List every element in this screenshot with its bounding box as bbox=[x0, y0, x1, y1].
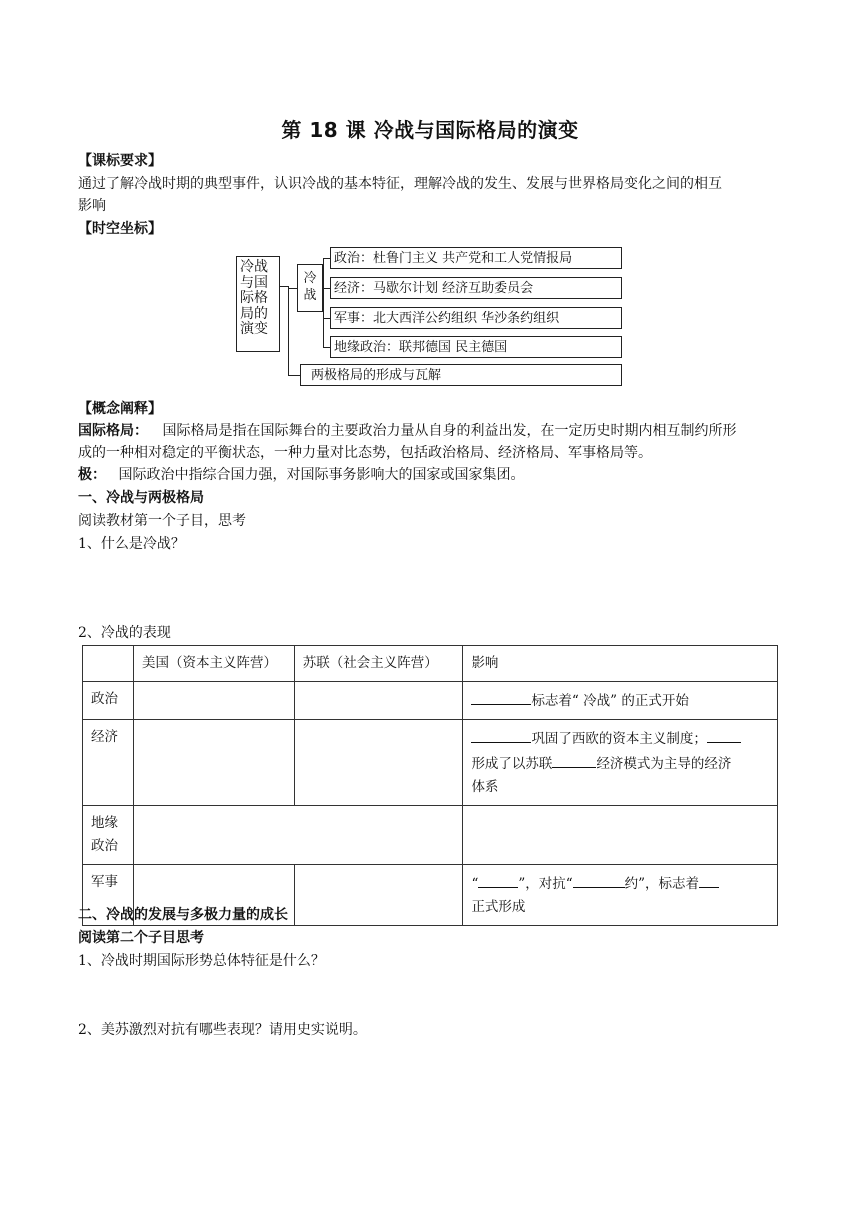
impact-cell bbox=[463, 720, 778, 806]
diagram-branch-geopolitics: 地缘政治：联邦德国 民主德国 bbox=[330, 336, 622, 358]
table-header-cell: 苏联（社会主义阵营） bbox=[294, 646, 463, 682]
table-row-geopolitics bbox=[83, 806, 778, 865]
root-line: 冷战 bbox=[240, 259, 268, 275]
impact-text: 体系 bbox=[471, 779, 499, 795]
cold-war-table bbox=[82, 645, 778, 926]
concept-def-line1: 国际格局是指在国际舞台的主要政治力量从自身的利益出发，在一定历史时期内相互制约所形 bbox=[162, 423, 737, 439]
fill-blank[interactable] bbox=[471, 726, 531, 743]
fill-blank[interactable] bbox=[552, 751, 596, 768]
concept-def-line2: 成的一种相对稳定的平衡状态，一种力量对比态势，包括政治格局、经济格局、军事格局等。 bbox=[78, 445, 652, 461]
row-label: 政治 bbox=[83, 682, 134, 720]
concept-term-international-pattern: 国际格局： bbox=[78, 423, 148, 439]
impact-cell[interactable] bbox=[463, 806, 778, 865]
diagram-bottom-box: 两极格局的形成与瓦解 bbox=[300, 364, 622, 386]
section1-intro: 阅读教材第一个子目，思考 bbox=[78, 513, 246, 529]
root-line: 与国 bbox=[240, 274, 268, 291]
answer-cell[interactable] bbox=[133, 682, 294, 720]
impact-text: 形成了以苏联 bbox=[471, 756, 553, 772]
section1-heading: 一、冷战与两极格局 bbox=[78, 490, 204, 506]
table-row-politics bbox=[83, 682, 778, 720]
concept-def-pole: 国际政治中指综合国力强，对国际事务影响大的国家或国家集团。 bbox=[118, 467, 525, 483]
connector bbox=[288, 375, 300, 376]
answer-cell[interactable] bbox=[133, 806, 462, 865]
row-label: 经济 bbox=[83, 720, 134, 806]
table-header-cell: 影响 bbox=[463, 646, 778, 682]
section1-question2: 2、冷战的表现 bbox=[78, 625, 171, 641]
timeline-heading: 【时空坐标】 bbox=[78, 221, 162, 237]
impact-cell bbox=[463, 682, 778, 720]
standard-text-line2: 影响 bbox=[78, 198, 106, 214]
fill-blank[interactable] bbox=[471, 688, 531, 705]
diagram-branch-politics: 政治：杜鲁门主义 共产党和工人党情报局 bbox=[330, 247, 622, 269]
table-header-cell: 美国（资本主义阵营） bbox=[133, 646, 294, 682]
table-row-economy bbox=[83, 720, 778, 806]
fill-blank[interactable] bbox=[573, 871, 625, 888]
root-line: 际格 bbox=[240, 290, 268, 306]
answer-cell[interactable] bbox=[133, 720, 294, 806]
row-label-line: 政治 bbox=[91, 838, 118, 854]
concept-term-pole: 极： bbox=[78, 467, 106, 483]
page-title: 第 18 课 冷战与国际格局的演变 bbox=[281, 118, 579, 142]
impact-text: ”，对抗“ bbox=[518, 876, 573, 892]
connector bbox=[323, 258, 324, 347]
table-header-cell bbox=[83, 646, 134, 682]
fill-blank[interactable] bbox=[478, 871, 518, 888]
row-label bbox=[83, 806, 134, 865]
diagram-root-box bbox=[236, 256, 280, 352]
diagram-branch-military: 军事：北大西洋公约组织 华沙条约组织 bbox=[330, 307, 622, 329]
connector bbox=[280, 286, 288, 287]
table-header-row bbox=[83, 646, 778, 682]
connector bbox=[323, 318, 330, 319]
answer-cell[interactable] bbox=[294, 720, 463, 806]
connector bbox=[323, 258, 330, 259]
row-label-line: 地缘 bbox=[91, 815, 118, 831]
answer-cell[interactable] bbox=[294, 682, 463, 720]
fill-blank[interactable] bbox=[699, 871, 719, 888]
diagram-branch-economy: 经济：马歇尔计划 经济互助委员会 bbox=[330, 277, 622, 299]
impact-text: 巩固了西欧的资本主义制度； bbox=[531, 731, 707, 747]
standard-heading: 【课标要求】 bbox=[78, 153, 162, 169]
impact-text: 约”，标志着 bbox=[624, 876, 700, 892]
fill-blank[interactable] bbox=[707, 726, 741, 743]
connector bbox=[288, 288, 297, 289]
impact-text: 经济模式为主导的经济 bbox=[596, 756, 732, 772]
row-label: 军事 bbox=[83, 865, 134, 926]
root-line: 演变 bbox=[240, 321, 268, 337]
section2-intro: 阅读第二个子目思考 bbox=[78, 930, 204, 946]
cw-line: 战 bbox=[303, 288, 317, 303]
connector bbox=[288, 286, 289, 375]
section2-question2: 2、美苏激烈对抗有哪些表现？请用史实说明。 bbox=[78, 1022, 367, 1038]
connector bbox=[323, 288, 330, 289]
section1-question1: 1、什么是冷战？ bbox=[78, 536, 185, 552]
impact-text: 标志着“ 冷战” 的正式开始 bbox=[531, 693, 689, 709]
section2-heading: 二、冷战的发展与多极力量的成长 bbox=[78, 907, 288, 923]
cw-line: 冷 bbox=[303, 271, 317, 286]
connector bbox=[323, 347, 330, 348]
section2-question1: 1、冷战时期国际形势总体特征是什么？ bbox=[78, 953, 325, 969]
root-line: 局的 bbox=[240, 305, 268, 322]
impact-text: 正式形成 bbox=[471, 899, 526, 915]
concepts-heading: 【概念阐释】 bbox=[78, 401, 162, 417]
diagram-cold-war-box bbox=[297, 264, 323, 312]
standard-text-line1: 通过了解冷战时期的典型事件，认识冷战的基本特征，理解冷战的发生、发展与世界格局变化之间的相互 bbox=[78, 176, 722, 192]
impact-text: “ bbox=[471, 876, 479, 892]
